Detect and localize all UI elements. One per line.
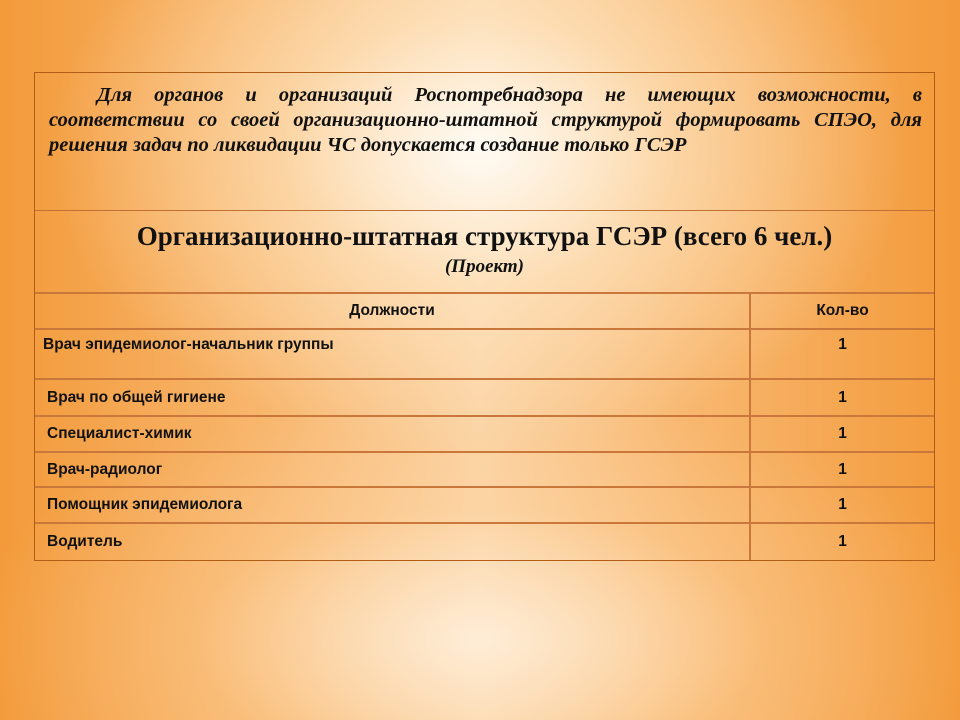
count-cell: 1 xyxy=(750,487,934,523)
column-header-count: Кол-во xyxy=(750,293,934,329)
table-row xyxy=(35,487,934,523)
table-row xyxy=(35,416,934,452)
table-subtitle: (Проект) xyxy=(444,256,525,277)
intro-paragraph: Для органов и организаций Роспотребнадзора не имеющих возможности, в соответствии со своей организационно-штатной структурой формировать СПЭО, для решения задач по ликвидации ЧС допускается создание только ГСЭР xyxy=(35,73,934,211)
staff-table xyxy=(35,292,934,560)
count-cell: 1 xyxy=(750,416,934,452)
column-header-position: Должности xyxy=(35,293,750,329)
slide-content-frame xyxy=(34,72,935,561)
table-header-row xyxy=(35,293,934,329)
count-cell: 1 xyxy=(750,523,934,560)
table-row xyxy=(35,329,934,379)
table-row xyxy=(35,452,934,487)
table-heading xyxy=(35,211,934,292)
table-row xyxy=(35,379,934,416)
count-cell: 1 xyxy=(750,379,934,416)
table-row xyxy=(35,523,934,560)
position-cell: Врач эпидемиолог-начальник группы xyxy=(35,329,750,379)
position-cell: Помощник эпидемиолога xyxy=(35,487,750,523)
position-cell: Водитель xyxy=(35,523,750,560)
position-cell: Врач-радиолог xyxy=(35,452,750,487)
position-cell: Врач по общей гигиене xyxy=(35,379,750,416)
position-cell: Специалист-химик xyxy=(35,416,750,452)
count-cell: 1 xyxy=(750,329,934,379)
table-title: Организационно-штатная структура ГСЭР (всего 6 чел.) xyxy=(136,221,833,251)
count-cell: 1 xyxy=(750,452,934,487)
